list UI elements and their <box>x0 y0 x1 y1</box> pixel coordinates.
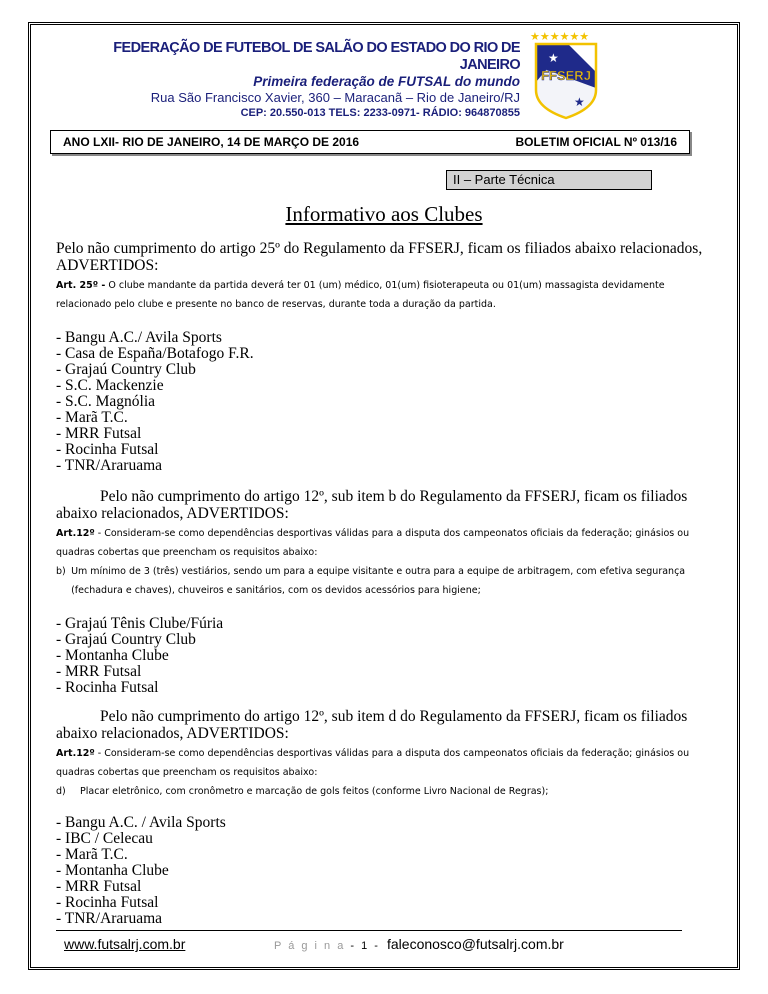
block-2 <box>56 488 716 696</box>
list-item: - Rocinha Futsal <box>56 679 159 696</box>
email-link[interactable]: faleconosco@futsalrj.com.br <box>387 936 564 952</box>
block-1 <box>56 240 716 474</box>
sub-item-key: b) <box>56 566 66 577</box>
address: Rua São Francisco Xavier, 360 – Maracanã – Rio de Janeiro/RJ <box>150 90 520 105</box>
article-ref: Art.12º <box>56 528 95 539</box>
list-item: - TNR/Araruama <box>56 457 163 474</box>
article-text: - Consideram-se como dependências desportivas válidas para a disputa dos campeonatos oficiais da federação; ginásios ou quadras cobertas que preencham os requisitos abaixo: <box>56 748 690 778</box>
org-name: FEDERAÇÃO DE FUTEBOL DE SALÃO DO ESTADO DO RIO DE JANEIRO <box>113 40 520 73</box>
club-list <box>56 616 716 696</box>
website-link[interactable]: www.futsalrj.com.br <box>64 936 186 952</box>
list-item: - TNR/Araruama <box>56 910 163 927</box>
page-label: P á g i n a <box>274 940 346 952</box>
list-item: - Grajaú Tênis Clube/Fúria <box>56 615 224 632</box>
sub-item-text: Um mínimo de 3 (três) vestiários, sendo um para a equipe visitante e outra para a equipe de arbitragem, com efetiva segurança (fechadura e chaves), chuveiros e sanitários, com os devidos acessórios para higiene; <box>71 566 686 596</box>
issue-date: ANO LXII- RIO DE JANEIRO, 14 DE MARÇO DE 2016 <box>63 135 360 149</box>
list-item: - Montanha Clube <box>56 862 169 879</box>
block-intro: Pelo não cumprimento do artigo 25º do Regulamento da FFSERJ, ficam os filiados abaixo relacionados, ADVERTIDOS: <box>56 240 703 274</box>
letterhead <box>60 40 520 120</box>
ffserj-logo <box>528 30 604 120</box>
sub-item-key: d) <box>56 786 66 797</box>
list-item: - Grajaú Country Club <box>56 631 196 648</box>
list-item: - Marã T.C. <box>56 409 128 426</box>
article-note <box>56 744 716 782</box>
page-indicator <box>274 940 380 952</box>
list-item: - Bangu A.C./ Avila Sports <box>56 329 222 346</box>
svg-text:★★★★★★: ★★★★★★ <box>530 30 590 43</box>
club-list <box>56 815 716 927</box>
block-intro: Pelo não cumprimento do artigo 12º, sub item d do Regulamento da FFSERJ, ficam os filiados abaixo relacionados, ADVERTIDOS: <box>56 708 688 742</box>
footer-divider <box>56 930 682 931</box>
sub-item-text: Placar eletrônico, com cronômetro e marcação de gols feitos (conforme Livro Nacional de Regras); <box>80 786 549 797</box>
sub-item <box>56 562 716 600</box>
svg-text:★: ★ <box>574 95 585 109</box>
contacts: CEP: 20.550-013 TELS: 2233-0971- RÁDIO: 964870855 <box>240 107 520 119</box>
section-label: II – Parte Técnica <box>446 170 652 190</box>
list-item: - MRR Futsal <box>56 878 142 895</box>
list-item: - Rocinha Futsal <box>56 441 159 458</box>
list-item: - S.C. Mackenzie <box>56 377 164 394</box>
logo-text: FFSERJ <box>541 68 591 83</box>
page-number: - 1 - <box>350 940 380 952</box>
list-item: - S.C. Magnólia <box>56 393 156 410</box>
list-item: - Marã T.C. <box>56 846 128 863</box>
club-list <box>56 330 716 474</box>
sub-item <box>56 782 716 801</box>
article-ref: Art. 25º - <box>56 280 106 291</box>
article-note <box>56 524 716 562</box>
list-item: - IBC / Celecau <box>56 830 153 847</box>
bulletin-number: BOLETIM OFICIAL Nº 013/16 <box>515 135 677 149</box>
list-item: - Bangu A.C. / Avila Sports <box>56 814 226 831</box>
list-item: - Montanha Clube <box>56 647 169 664</box>
list-item: - Casa de España/Botafogo F.R. <box>56 345 254 362</box>
list-item: - MRR Futsal <box>56 663 142 680</box>
page-title: Informativo aos Clubes <box>285 202 483 226</box>
list-item: - MRR Futsal <box>56 425 142 442</box>
block-3 <box>56 708 716 927</box>
article-text: O clube mandante da partida deverá ter 01 (um) médico, 01(um) fisioterapeuta ou 01(um) massagista devidamente relacionado pelo clube e presente no banco de reservas, durante toda a duração da partida. <box>56 280 665 310</box>
svg-text:★: ★ <box>548 51 559 65</box>
article-ref: Art.12º <box>56 748 95 759</box>
tagline: Primeira federação de FUTSAL do mundo <box>253 74 520 89</box>
article-note <box>56 276 716 314</box>
list-item: - Grajaú Country Club <box>56 361 196 378</box>
article-text: - Consideram-se como dependências desportivas válidas para a disputa dos campeonatos oficiais da federação; ginásios ou quadras cobertas que preencham os requisitos abaixo: <box>56 528 690 558</box>
block-intro: Pelo não cumprimento do artigo 12º, sub item b do Regulamento da FFSERJ, ficam os filiados abaixo relacionados, ADVERTIDOS: <box>56 488 688 522</box>
list-item: - Rocinha Futsal <box>56 894 159 911</box>
issue-info-bar <box>50 130 690 154</box>
